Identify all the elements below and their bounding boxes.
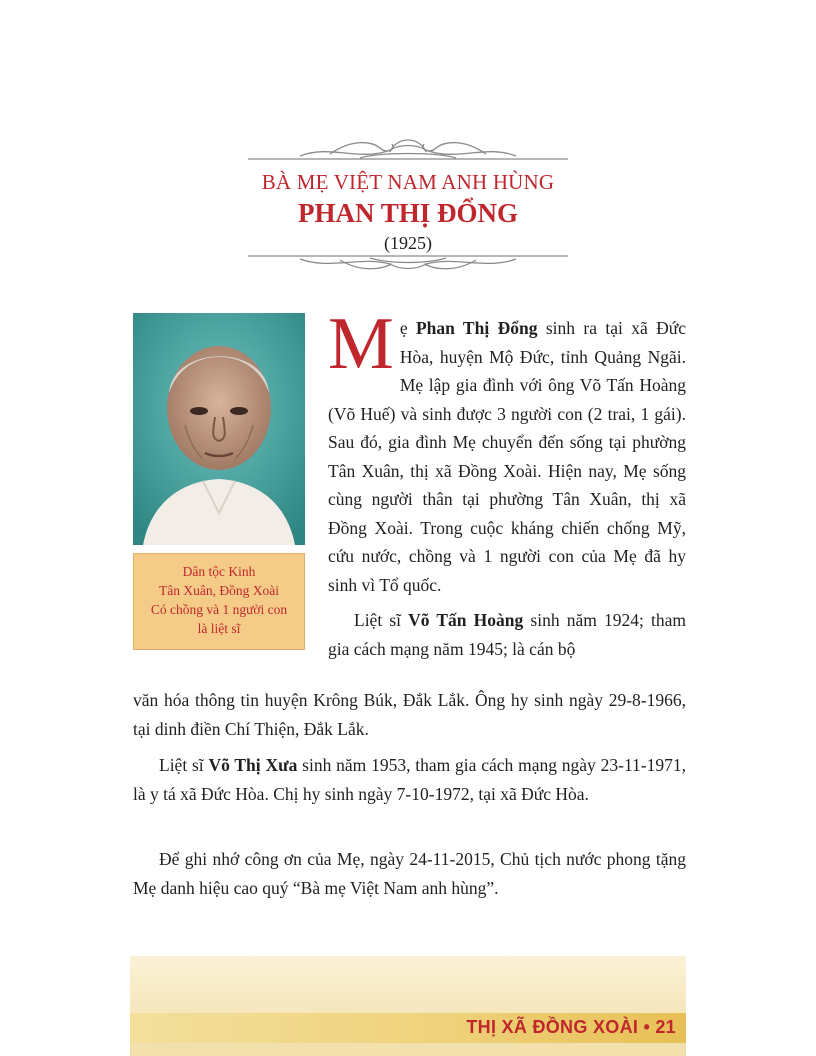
caption-line: là liệt sĩ [197, 621, 241, 636]
p2-text-b: sinh năm 1924; tham gia cách mạng năm 1945; là cán bộ [328, 610, 687, 659]
p2-text-a: Liệt sĩ [354, 610, 409, 630]
header-subtitle: BÀ MẸ VIỆT NAM ANH HÙNG [261, 170, 555, 194]
p3-text-a: Liệt sĩ [159, 755, 209, 775]
drop-cap: M [328, 303, 394, 385]
paragraph-3 [133, 751, 686, 808]
p1-text-a: ẹ [399, 318, 416, 338]
header-year: (1925) [384, 233, 432, 253]
p1-text-b: sinh ra tại xã Đức Hòa, huyện Mộ Đức, tỉnh Quảng Ngãi. Mẹ lập gia đình với ông Võ Tấn Hoàng (Võ Huế) và sinh được 3 người con (2 trai, 1 gái). Sau đó, gia đình Mẹ chuyển đến sống tại phường Tân Xuân, thị xã Đồng Xoài. Hiện nay, Mẹ sống cùng người thân tại phường Tân Xuân, thị xã Đồng Xoài. Trong cuộc kháng chiến chống Mỹ, cứu nước, chồng và 1 người con của Mẹ đã hy sinh vì Tổ quốc. [328, 318, 686, 595]
paragraph-1 [328, 303, 686, 599]
header-name: PHAN THỊ ĐỔNG [297, 198, 519, 228]
biography-column [328, 303, 687, 663]
portrait-photo [133, 313, 305, 545]
top-ornament [240, 132, 576, 166]
portrait-illustration [133, 313, 305, 545]
p3-text-b: sinh năm 1953, tham gia cách mạng ngày 23-11-1971, là y tá xã Đức Hòa. Chị hy sinh ngày 7-10-1972, tại xã Đức Hòa. [133, 755, 687, 804]
caption-line: Có chồng và 1 người con [150, 602, 288, 617]
caption-line: Dân tộc Kinh [182, 564, 256, 579]
caption-line: Tân Xuân, Đồng Xoài [159, 583, 279, 598]
mother-name: Phan Thị Đổng [415, 318, 538, 338]
paragraph-2 [328, 606, 686, 663]
page-footer: THỊ XÃ ĐỒNG XOÀI • 21 [466, 1017, 676, 1037]
paragraph-2-continued: văn hóa thông tin huyện Krông Búk, Đắk Lắk. Ông hy sinh ngày 29-8-1966, tại dinh điền Chí Thiện, Đắk Lắk. [133, 690, 686, 739]
portrait-caption [133, 553, 305, 650]
martyr-name-1: Võ Tấn Hoàng [408, 610, 524, 630]
paragraph-4: Để ghi nhớ công ơn của Mẹ, ngày 24-11-2015, Chủ tịch nước phong tặng Mẹ danh hiệu cao quý “Bà mẹ Việt Nam anh hùng”. [133, 849, 686, 898]
bottom-ornament [240, 250, 576, 276]
martyr-name-2: Võ Thị Xưa [208, 755, 298, 775]
